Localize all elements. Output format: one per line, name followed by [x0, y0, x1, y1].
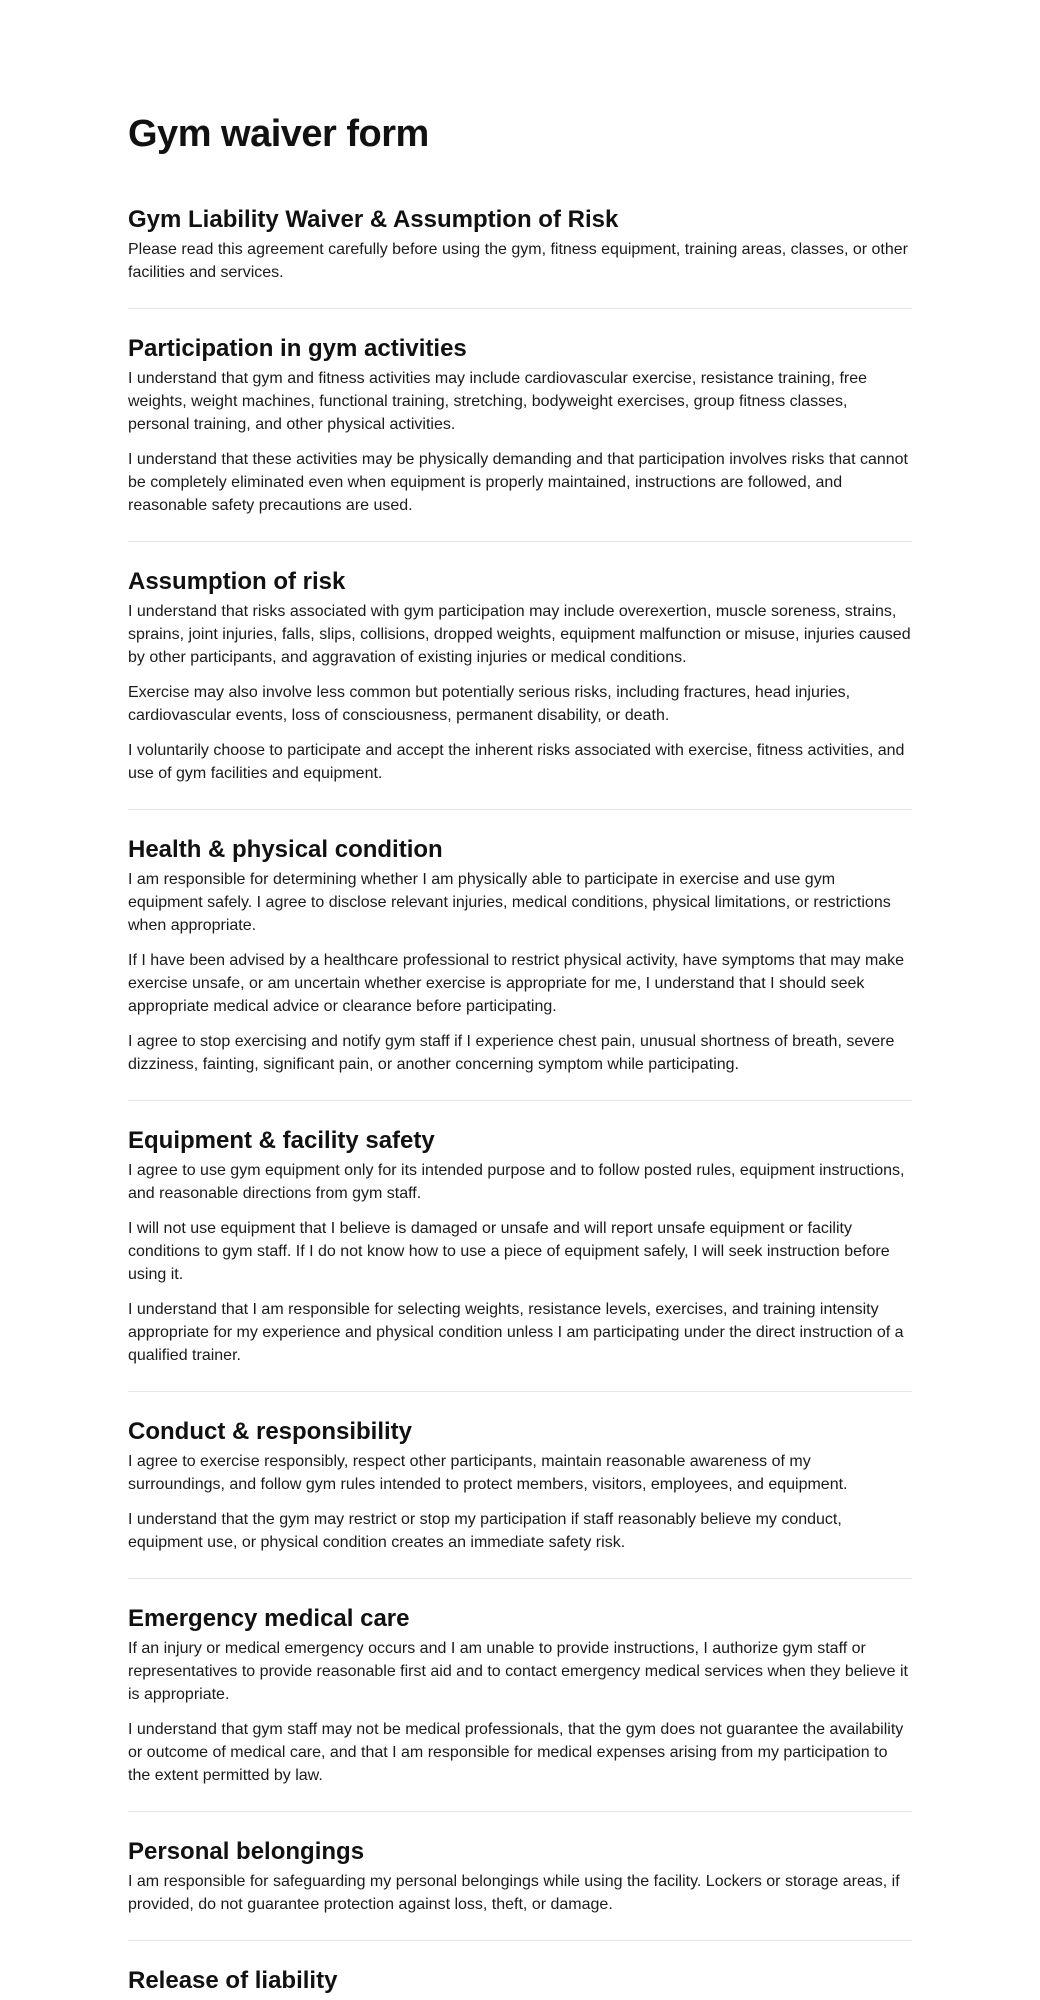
waiver-section — [128, 834, 912, 1076]
section-divider — [128, 541, 912, 542]
section-paragraph: If an injury or medical emergency occurs and I am unable to provide instructions, I authorize gym staff or representatives to provide reasonable first aid and to contact emergency medical services when they believe it is appropriate. — [128, 1640, 908, 1703]
section-paragraph: I understand that these activities may be physically demanding and that participation involves risks that cannot be completely eliminated even when equipment is properly maintained, instructions are followed, and reasonable safety precautions are used. — [128, 451, 908, 514]
section-title: Assumption of risk — [128, 568, 346, 595]
section-paragraph: I understand that gym and fitness activities may include cardiovascular exercise, resistance training, free weights, weight machines, functional training, stretching, bodyweight exercises, group fitness classes, personal training, and other physical activities. — [128, 370, 868, 433]
section-paragraph: I agree to exercise responsibly, respect other participants, maintain reasonable awareness of my surroundings, and follow gym rules intended to protect members, visitors, employees, and equipment. — [128, 1453, 848, 1493]
section-paragraph: I understand that the gym may restrict or stop my participation if staff reasonably believe my conduct, equipment use, or physical condition creates an immediate safety risk. — [128, 1511, 842, 1551]
intro-text: Please read this agreement carefully before using the gym, fitness equipment, training areas, classes, or other facilities and services. — [128, 241, 908, 281]
section-title: Conduct & responsibility — [128, 1418, 413, 1445]
waiver-section — [128, 333, 912, 517]
section-paragraph: I agree to use gym equipment only for its intended purpose and to follow posted rules, equipment instructions, and reasonable directions from gym staff. — [128, 1162, 905, 1202]
section-paragraph: I understand that I am responsible for selecting weights, resistance levels, exercises, and training intensity appropriate for my experience and physical condition unless I am participating under the direct instruction of a qualified trainer. — [128, 1301, 904, 1364]
page-title: Gym waiver form — [128, 113, 429, 155]
section-paragraph: I understand that risks associated with gym participation may include overexertion, muscle soreness, strains, sprains, joint injuries, falls, slips, collisions, dropped weights, equipment malfunction or misuse, injuries caused by other participants, and aggravation of existing injuries or medical conditions. — [128, 603, 911, 666]
section-paragraph: I am responsible for safeguarding my personal belongings while using the facility. Lockers or storage areas, if provided, do not guarantee protection against loss, theft, or damage. — [128, 1873, 900, 1913]
section-title: Personal belongings — [128, 1838, 365, 1865]
waiver-section — [128, 1416, 912, 1554]
section-title: Emergency medical care — [128, 1605, 410, 1632]
section-divider — [128, 1811, 912, 1812]
section-divider — [128, 1940, 912, 1941]
intro-section — [128, 204, 912, 284]
waiver-section — [128, 1603, 912, 1787]
section-divider — [128, 308, 912, 309]
section-title: Participation in gym activities — [128, 335, 467, 362]
sections-container — [128, 308, 912, 1997]
section-divider — [128, 1578, 912, 1579]
section-paragraph: I voluntarily choose to participate and accept the inherent risks associated with exercise, fitness activities, and use of gym facilities and equipment. — [128, 742, 905, 782]
waiver-section — [128, 1965, 912, 1997]
section-title: Health & physical condition — [128, 836, 443, 863]
section-divider — [128, 809, 912, 810]
document-content — [128, 108, 912, 1997]
section-paragraph: I agree to stop exercising and notify gym staff if I experience chest pain, unusual shortness of breath, severe dizziness, fainting, significant pain, or another concerning symptom while participating. — [128, 1033, 895, 1073]
section-title: Equipment & facility safety — [128, 1127, 435, 1154]
waiver-section — [128, 1125, 912, 1367]
section-divider — [128, 1391, 912, 1392]
section-paragraph: I am responsible for determining whether I am physically able to participate in exercise and use gym equipment safely. I agree to disclose relevant injuries, medical conditions, physical limitations, or restrictions when appropriate. — [128, 871, 891, 934]
section-divider — [128, 1100, 912, 1101]
section-paragraph: I understand that gym staff may not be medical professionals, that the gym does not guarantee the availability or outcome of medical care, and that I am responsible for medical expenses arising from my participation to the extent permitted by law. — [128, 1721, 904, 1784]
intro-title: Gym Liability Waiver & Assumption of Risk — [128, 206, 619, 233]
section-title: Release of liability — [128, 1967, 338, 1994]
section-paragraph: I will not use equipment that I believe is damaged or unsafe and will report unsafe equipment or facility conditions to gym staff. If I do not know how to use a piece of equipment safely, I will seek instruction before using it. — [128, 1220, 890, 1283]
section-paragraph: Exercise may also involve less common but potentially serious risks, including fractures, head injuries, cardiovascular events, loss of consciousness, permanent disability, or death. — [128, 684, 851, 724]
waiver-section — [128, 1836, 912, 1916]
waiver-section — [128, 566, 912, 785]
section-paragraph: If I have been advised by a healthcare professional to restrict physical activity, have symptoms that may make exercise unsafe, or am uncertain whether exercise is appropriate for me, I understand that I should seek appropriate medical advice or clearance before participating. — [128, 952, 905, 1015]
